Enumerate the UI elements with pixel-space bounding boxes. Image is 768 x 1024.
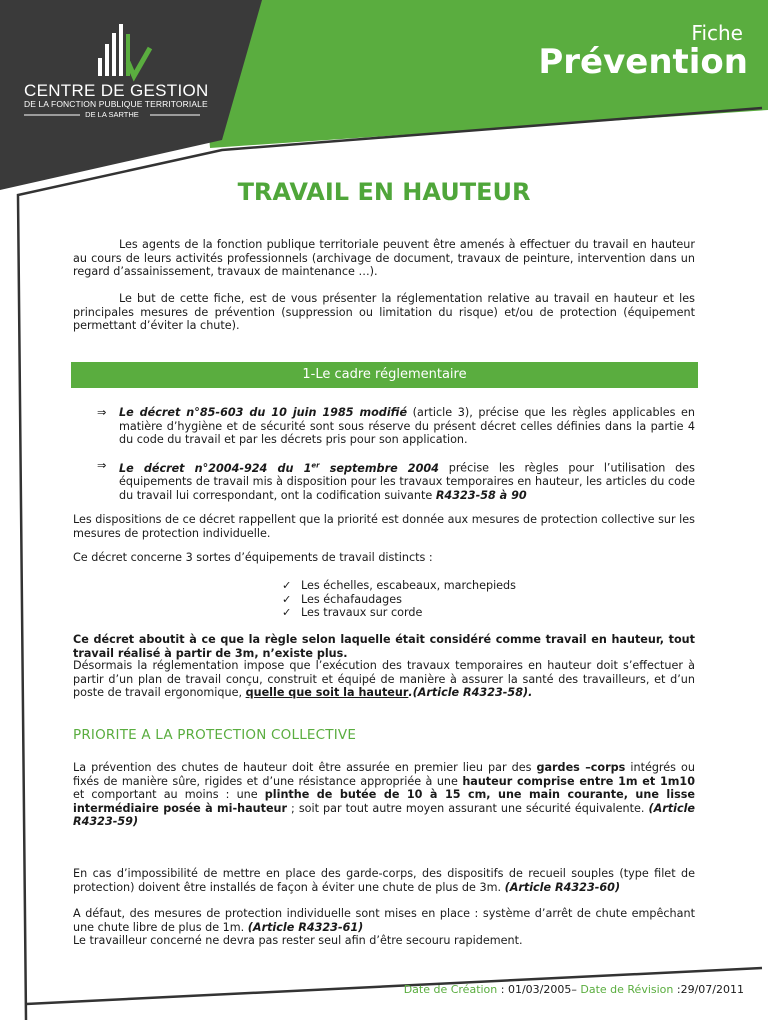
- org-subtitle: DE LA FONCTION PUBLIQUE TERRITORIALE: [24, 99, 208, 109]
- section-heading: PRIORITE A LA PROTECTION COLLECTIVE: [73, 727, 357, 743]
- decree-name: Le décret n°2004-924 du 1er septembre 2004: [119, 461, 439, 475]
- intro-paragraph-2: Le but de cette fiche, est de vous présenter la réglementation relative au travail en hauteur et les principales mesures de prévention (suppression ou limitation du risque) et/ou de protection (équipement permettant d’éviter la chute).: [73, 292, 695, 332]
- fiche-label: Fiche: [691, 21, 743, 45]
- arrow-right-icon: ⇒: [97, 406, 107, 419]
- org-department: DE LA SARTHE: [85, 110, 139, 119]
- arrow-right-icon: ⇒: [97, 459, 107, 472]
- decree-name: Le décret n°85-603 du 10 juin 1985 modifié: [119, 406, 408, 419]
- prevention-label: Prévention: [538, 42, 748, 82]
- net-paragraph: En cas d’impossibilité de mettre en place des garde-corps, des dispositifs de recueil souples (type filet de protection) doivent être installés de façon à éviter une chute de plus de 3m. (Article R4323-60): [73, 867, 695, 894]
- rule-change-paragraph: Ce décret aboutit à ce que la règle selon laquelle était considéré comme travail en hauteur, tout travail réalisé à partir de 3m, n’existe plus.: [73, 633, 695, 660]
- list-item: ✓ Les échafaudages: [282, 592, 402, 606]
- dispositions-paragraph: Les dispositions de ce décret rappellent que la priorité est donnée aux mesures de protection collective sur les mesures de protection individuelle.: [73, 513, 695, 540]
- list-item: [97, 406, 695, 447]
- concerne-paragraph: Ce décret concerne 3 sortes d’équipements de travail distincts :: [73, 551, 433, 564]
- check-icon: ✓: [282, 606, 292, 619]
- check-icon: ✓: [282, 579, 292, 592]
- check-icon: ✓: [282, 592, 292, 606]
- list-item-text: [119, 459, 695, 502]
- equipment-list: [282, 579, 516, 620]
- collective-protection-paragraph: La prévention des chutes de hauteur doit être assurée en premier lieu par des gardes –corps intégrés ou fixés de manière sûre, rigides et d’une résistance appropriée à une hauteur comprise entre 1m et 1m10 et comportant au moins : une plinthe de butée de 10 à 15 cm, une main courante, une lisse intermédiaire posée à mi-hauteur ; soit par tout autre moyen assurant une sécurité équivalente. (Article R4323-59): [73, 761, 696, 828]
- decree-description: (article 3), précise que les règles applicables en matière d’hygiène et de sécurité sont sous réserve du présent décret celles définies dans la partie 4 du code du travail et par les décrets pris pour son application.: [119, 406, 696, 446]
- list-item: ✓ Les travaux sur corde: [282, 606, 423, 619]
- individual-protection-paragraph: A défaut, des mesures de protection individuelle sont mises en place : système d’arrêt de chute empêchant une chute libre de plus de 1m. (Article R4323-61) Le travailleur concerné ne devra pas rester seul afin d’être secouru rapidement.: [73, 907, 695, 947]
- desormais-paragraph: Désormais la réglementation impose que l’exécution des travaux temporaires en hauteur doit s’effectuer à partir d’un plan de travail conçu, construit et équipé de manière à assurer la santé des travailleurs, et d’un poste de travail ergonomique, quelle que soit la hauteur.(Article R4323-58).: [73, 659, 695, 699]
- decree-description: précise les règles pour l’utilisation des équipements de travail mis à disposition pour les travaux temporaires en hauteur, les articles du code du travail lui correspondant, ont la codification suivante: [119, 461, 695, 502]
- list-item: ✓ Les échelles, escabeaux, marchepieds: [282, 579, 516, 592]
- intro-paragraph-1: Les agents de la fonction publique territoriale peuvent être amenés à effectuer du travail en hauteur au cours de leurs activités professionnels (archivage de document, travaux de peinture, intervention dans un regard d’assainissement, travaux de maintenance …).: [73, 238, 695, 278]
- list-item: [97, 459, 695, 502]
- section-banner: 1-Le cadre réglementaire: [71, 362, 698, 388]
- org-name: CENTRE DE GESTION: [24, 81, 209, 100]
- footer-dates: Date de Création : 01/03/2005– Date de Révision :29/07/2011: [403, 983, 744, 996]
- list-item-text: [119, 406, 695, 447]
- page-title: TRAVAIL EN HAUTEUR: [237, 178, 531, 206]
- article-reference: R4323-58 à 90: [435, 488, 527, 502]
